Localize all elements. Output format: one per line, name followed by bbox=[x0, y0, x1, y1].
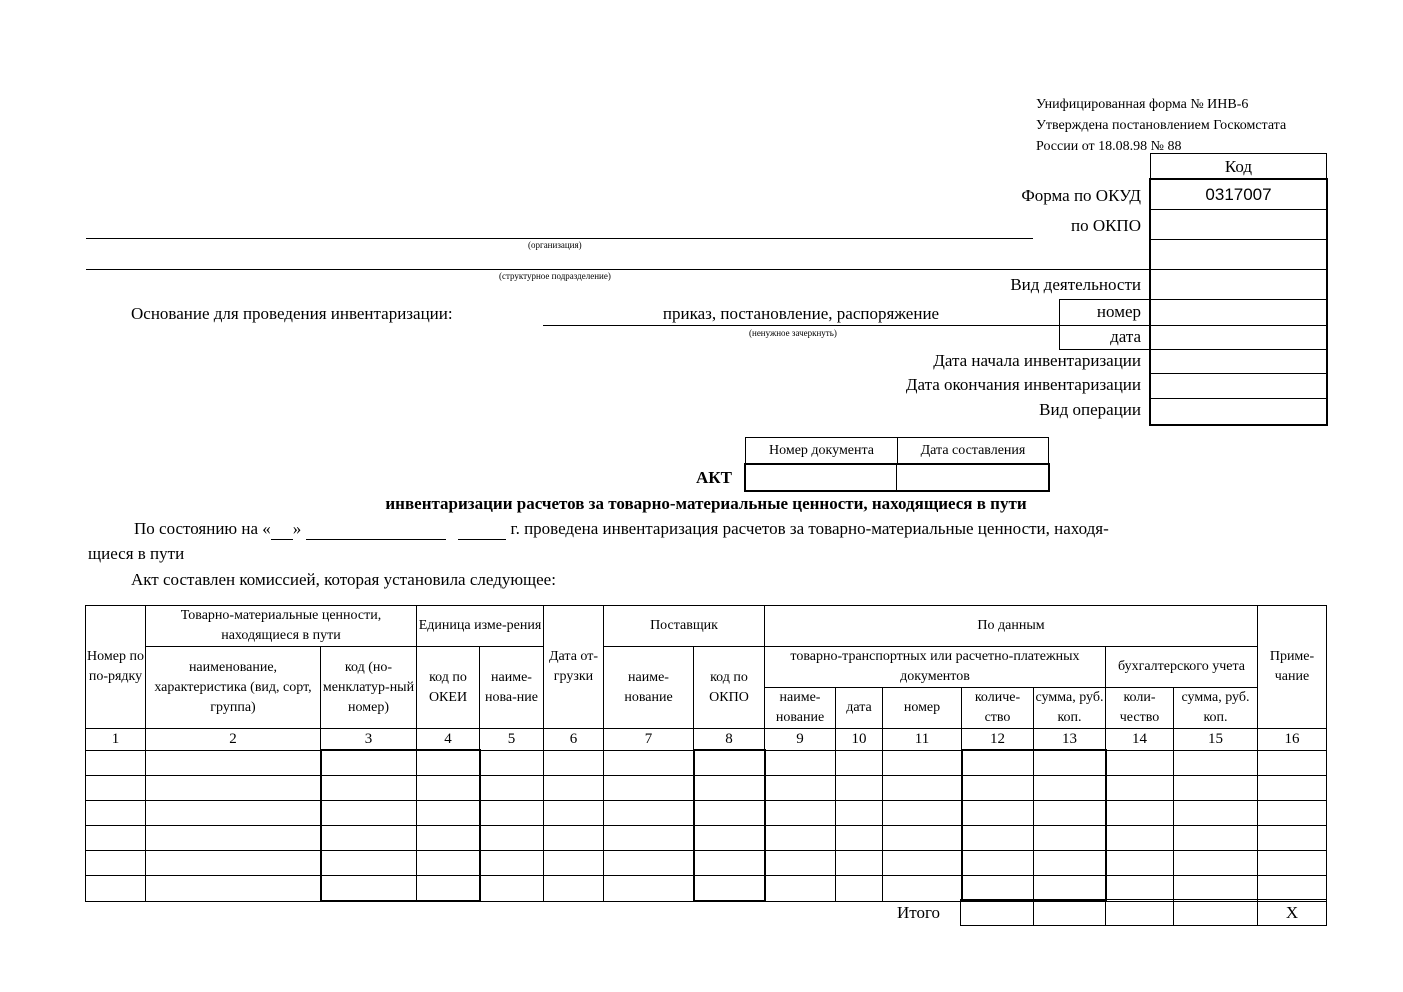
col-num-header: Номер по по-рядку bbox=[86, 606, 146, 729]
table-cell[interactable] bbox=[1174, 750, 1258, 776]
basis-label: Основание для проведения инвентаризации: bbox=[131, 304, 453, 323]
table-cell[interactable] bbox=[1106, 801, 1174, 826]
table-cell[interactable] bbox=[417, 750, 480, 776]
column-number: 9 bbox=[765, 729, 836, 751]
state-text-continued: щиеся в пути bbox=[88, 544, 185, 563]
table-cell[interactable] bbox=[544, 750, 604, 776]
state-prefix: По состоянию на « bbox=[134, 519, 271, 538]
inventory-table bbox=[85, 605, 1327, 902]
table-row bbox=[86, 776, 1327, 801]
col-t-date-header: дата bbox=[836, 688, 883, 729]
okpo-label: по ОКПО bbox=[1070, 216, 1141, 235]
col-note-header: Приме-чание bbox=[1258, 606, 1327, 729]
date-label: дата bbox=[1110, 327, 1141, 346]
col-accounting-header: бухгалтерского учета bbox=[1106, 647, 1258, 688]
total-sum-field[interactable] bbox=[1033, 899, 1106, 926]
table-row bbox=[86, 876, 1327, 902]
table-cell[interactable] bbox=[417, 776, 480, 801]
column-number: 14 bbox=[1106, 729, 1174, 751]
column-number: 11 bbox=[883, 729, 962, 751]
table-cell[interactable] bbox=[604, 776, 694, 801]
end-date-field[interactable] bbox=[1151, 373, 1326, 399]
table-cell[interactable] bbox=[883, 776, 962, 801]
table-row bbox=[86, 750, 1327, 776]
table-cell[interactable] bbox=[146, 851, 321, 876]
table-cell[interactable] bbox=[321, 851, 417, 876]
table-cell[interactable] bbox=[694, 801, 765, 826]
table-cell[interactable] bbox=[544, 801, 604, 826]
table-cell[interactable] bbox=[1106, 826, 1174, 851]
table-cell[interactable] bbox=[1034, 750, 1106, 776]
table-cell[interactable] bbox=[146, 776, 321, 801]
col-goods-name-header: наименование, характеристика (вид, сорт, группа) bbox=[146, 647, 321, 729]
table-cell[interactable] bbox=[694, 826, 765, 851]
table-cell[interactable] bbox=[1258, 750, 1327, 776]
col-unit-header: Единица изме-рения bbox=[417, 606, 544, 647]
column-number: 1 bbox=[86, 729, 146, 751]
table-cell[interactable] bbox=[544, 776, 604, 801]
table-cell[interactable] bbox=[962, 750, 1034, 776]
table-cell[interactable] bbox=[544, 876, 604, 902]
col-t-qty-header: количе-ство bbox=[962, 688, 1034, 729]
table-cell[interactable] bbox=[883, 750, 962, 776]
table-cell[interactable] bbox=[836, 776, 883, 801]
operation-label: Вид операции bbox=[1039, 400, 1141, 419]
form-header bbox=[1036, 94, 1286, 157]
doc-number-field[interactable] bbox=[745, 465, 897, 490]
column-number: 15 bbox=[1174, 729, 1258, 751]
table-cell[interactable] bbox=[1034, 776, 1106, 801]
table-cell[interactable] bbox=[883, 876, 962, 902]
table-cell[interactable] bbox=[417, 876, 480, 902]
col-a-sum-header: сумма, руб. коп. bbox=[1174, 688, 1258, 729]
table-cell[interactable] bbox=[480, 876, 544, 902]
col-data-header: По данным bbox=[765, 606, 1258, 647]
form-header-line1: Унифицированная форма № ИНВ-6 bbox=[1036, 97, 1249, 112]
table-cell[interactable] bbox=[962, 776, 1034, 801]
table-cell[interactable] bbox=[544, 826, 604, 851]
table-cell[interactable] bbox=[765, 826, 836, 851]
table-cell[interactable] bbox=[694, 851, 765, 876]
table-cell[interactable] bbox=[417, 826, 480, 851]
state-date-line bbox=[134, 519, 1109, 540]
total-note-mark: X bbox=[1257, 899, 1327, 926]
table-row bbox=[86, 801, 1327, 826]
date-code-field[interactable] bbox=[1151, 325, 1326, 350]
table-cell[interactable] bbox=[480, 750, 544, 776]
strike-caption: (ненужное зачеркнуть) bbox=[749, 328, 837, 338]
column-number: 10 bbox=[836, 729, 883, 751]
table-cell[interactable] bbox=[146, 801, 321, 826]
table-cell[interactable] bbox=[86, 876, 146, 902]
table-cell[interactable] bbox=[86, 826, 146, 851]
table-cell[interactable] bbox=[836, 801, 883, 826]
table-cell[interactable] bbox=[1034, 801, 1106, 826]
col-t-name-header: наиме-нование bbox=[765, 688, 836, 729]
table-cell[interactable] bbox=[765, 750, 836, 776]
month-field[interactable] bbox=[306, 519, 446, 540]
day-field[interactable] bbox=[271, 519, 293, 540]
col-goods-code-header: код (но-менклатур-ный номер) bbox=[321, 647, 417, 729]
division-caption: (структурное подразделение) bbox=[499, 271, 611, 281]
table-cell[interactable] bbox=[146, 750, 321, 776]
activity-code-field[interactable] bbox=[1151, 269, 1326, 300]
column-number: 5 bbox=[480, 729, 544, 751]
table-cell[interactable] bbox=[765, 876, 836, 902]
table-cell[interactable] bbox=[1034, 876, 1106, 902]
table-cell[interactable] bbox=[694, 876, 765, 902]
table-cell[interactable] bbox=[321, 876, 417, 902]
start-date-field[interactable] bbox=[1151, 349, 1326, 374]
table-cell[interactable] bbox=[417, 801, 480, 826]
code-header: Код bbox=[1150, 153, 1327, 180]
activity-label: Вид деятельности bbox=[1010, 275, 1141, 294]
table-cell[interactable] bbox=[1258, 776, 1327, 801]
col-ship-header: Дата от-грузки bbox=[544, 606, 604, 729]
act-title: инвентаризации расчетов за товарно-материальные ценности, находящиеся в пути bbox=[385, 494, 1027, 513]
number-date-divider bbox=[1059, 325, 1151, 326]
col-a-qty-header: коли-чество bbox=[1106, 688, 1174, 729]
col-unit-name-header: наиме-нова-ние bbox=[480, 647, 544, 729]
column-number: 3 bbox=[321, 729, 417, 751]
table-cell[interactable] bbox=[1174, 826, 1258, 851]
number-label: номер bbox=[1096, 302, 1141, 321]
table-cell[interactable] bbox=[1258, 826, 1327, 851]
act-label: АКТ bbox=[696, 468, 732, 487]
table-cell[interactable] bbox=[836, 750, 883, 776]
table-cell[interactable] bbox=[321, 750, 417, 776]
table-cell[interactable] bbox=[765, 801, 836, 826]
column-numbers-row bbox=[86, 729, 1327, 751]
col-transport-header: товарно-транспортных или расчетно-платежных документов bbox=[765, 647, 1106, 688]
table-cell[interactable] bbox=[604, 876, 694, 902]
col-unit-code-header: код по ОКЕИ bbox=[417, 647, 480, 729]
col-t-num-header: номер bbox=[883, 688, 962, 729]
table-cell[interactable] bbox=[146, 876, 321, 902]
number-code-field[interactable] bbox=[1151, 299, 1326, 326]
table-cell[interactable] bbox=[86, 851, 146, 876]
table-cell[interactable] bbox=[962, 876, 1034, 902]
table-cell[interactable] bbox=[86, 776, 146, 801]
table-cell[interactable] bbox=[1174, 776, 1258, 801]
column-number: 6 bbox=[544, 729, 604, 751]
table-cell[interactable] bbox=[604, 750, 694, 776]
table-cell[interactable] bbox=[694, 776, 765, 801]
state-close-quote: » bbox=[292, 519, 302, 538]
table-cell[interactable] bbox=[86, 750, 146, 776]
table-cell[interactable] bbox=[604, 801, 694, 826]
table-cell[interactable] bbox=[1106, 776, 1174, 801]
total-acc-qty-field[interactable] bbox=[1105, 899, 1174, 926]
total-acc-sum-field[interactable] bbox=[1173, 899, 1258, 926]
organization-line[interactable] bbox=[86, 238, 1033, 239]
table-row bbox=[86, 826, 1327, 851]
table-cell[interactable] bbox=[836, 851, 883, 876]
table-cell[interactable] bbox=[962, 851, 1034, 876]
table-cell[interactable] bbox=[321, 776, 417, 801]
okpo-extra-field[interactable] bbox=[1151, 239, 1326, 270]
table-row bbox=[86, 851, 1327, 876]
total-label: Итого bbox=[897, 903, 941, 922]
table-cell[interactable] bbox=[836, 876, 883, 902]
table-cell[interactable] bbox=[962, 826, 1034, 851]
table-cell[interactable] bbox=[544, 851, 604, 876]
table-cell[interactable] bbox=[1034, 851, 1106, 876]
division-line[interactable] bbox=[86, 269, 1151, 270]
table-cell[interactable] bbox=[883, 801, 962, 826]
table-cell[interactable] bbox=[146, 826, 321, 851]
table-cell[interactable] bbox=[321, 801, 417, 826]
table-cell[interactable] bbox=[1106, 876, 1174, 902]
table-cell[interactable] bbox=[1258, 801, 1327, 826]
total-qty-field[interactable] bbox=[960, 899, 1034, 926]
basis-value[interactable]: приказ, постановление, распоряжение bbox=[543, 304, 1059, 326]
table-cell[interactable] bbox=[1106, 750, 1174, 776]
doc-date-field[interactable] bbox=[898, 465, 1048, 490]
doc-date-header: Дата составления bbox=[897, 437, 1049, 464]
column-number: 7 bbox=[604, 729, 694, 751]
col-sup-name-header: наиме-нование bbox=[604, 647, 694, 729]
form-header-line3: России от 18.08.98 № 88 bbox=[1036, 139, 1182, 154]
form-header-line2: Утверждена постановлением Госкомстата bbox=[1036, 118, 1287, 133]
column-number: 4 bbox=[417, 729, 480, 751]
table-cell[interactable] bbox=[1106, 851, 1174, 876]
end-date-label: Дата окончания инвентаризации bbox=[905, 375, 1141, 394]
table-cell[interactable] bbox=[962, 801, 1034, 826]
column-number: 2 bbox=[146, 729, 321, 751]
okpo-code-field[interactable] bbox=[1151, 209, 1326, 240]
table-cell[interactable] bbox=[836, 826, 883, 851]
okud-code-field[interactable]: 0317007 bbox=[1151, 180, 1326, 210]
col-supplier-header: Поставщик bbox=[604, 606, 765, 647]
table-cell[interactable] bbox=[1034, 826, 1106, 851]
table-cell[interactable] bbox=[480, 801, 544, 826]
table-cell[interactable] bbox=[765, 776, 836, 801]
table-cell[interactable] bbox=[480, 826, 544, 851]
table-cell[interactable] bbox=[1174, 801, 1258, 826]
table-cell[interactable] bbox=[480, 776, 544, 801]
col-sup-code-header: код по ОКПО bbox=[694, 647, 765, 729]
table-cell[interactable] bbox=[883, 826, 962, 851]
table-cell[interactable] bbox=[480, 851, 544, 876]
table-cell[interactable] bbox=[694, 750, 765, 776]
column-number: 13 bbox=[1034, 729, 1106, 751]
column-number: 16 bbox=[1258, 729, 1327, 751]
table-cell[interactable] bbox=[1258, 876, 1327, 902]
table-cell[interactable] bbox=[883, 851, 962, 876]
commission-text: Акт составлен комиссией, которая установила следующее: bbox=[131, 570, 556, 589]
start-date-label: Дата начала инвентаризации bbox=[933, 351, 1141, 370]
col-t-sum-header: сумма, руб. коп. bbox=[1034, 688, 1106, 729]
doc-number-header: Номер документа bbox=[745, 437, 898, 464]
year-field[interactable] bbox=[458, 519, 506, 540]
table-cell[interactable] bbox=[604, 851, 694, 876]
table-cell[interactable] bbox=[1258, 851, 1327, 876]
table-cell[interactable] bbox=[1174, 851, 1258, 876]
okud-label: Форма по ОКУД bbox=[1021, 186, 1141, 205]
column-number: 8 bbox=[694, 729, 765, 751]
col-goods-header: Товарно-материальные ценности, находящиеся в пути bbox=[146, 606, 417, 647]
table-cell[interactable] bbox=[604, 826, 694, 851]
table-cell[interactable] bbox=[1174, 876, 1258, 902]
state-text: г. проведена инвентаризация расчетов за товарно-материальные ценности, находя- bbox=[510, 519, 1109, 538]
table-cell[interactable] bbox=[765, 851, 836, 876]
table-cell[interactable] bbox=[417, 851, 480, 876]
table-cell[interactable] bbox=[86, 801, 146, 826]
column-number: 12 bbox=[962, 729, 1034, 751]
organization-caption: (организация) bbox=[528, 240, 582, 250]
table-cell[interactable] bbox=[321, 826, 417, 851]
